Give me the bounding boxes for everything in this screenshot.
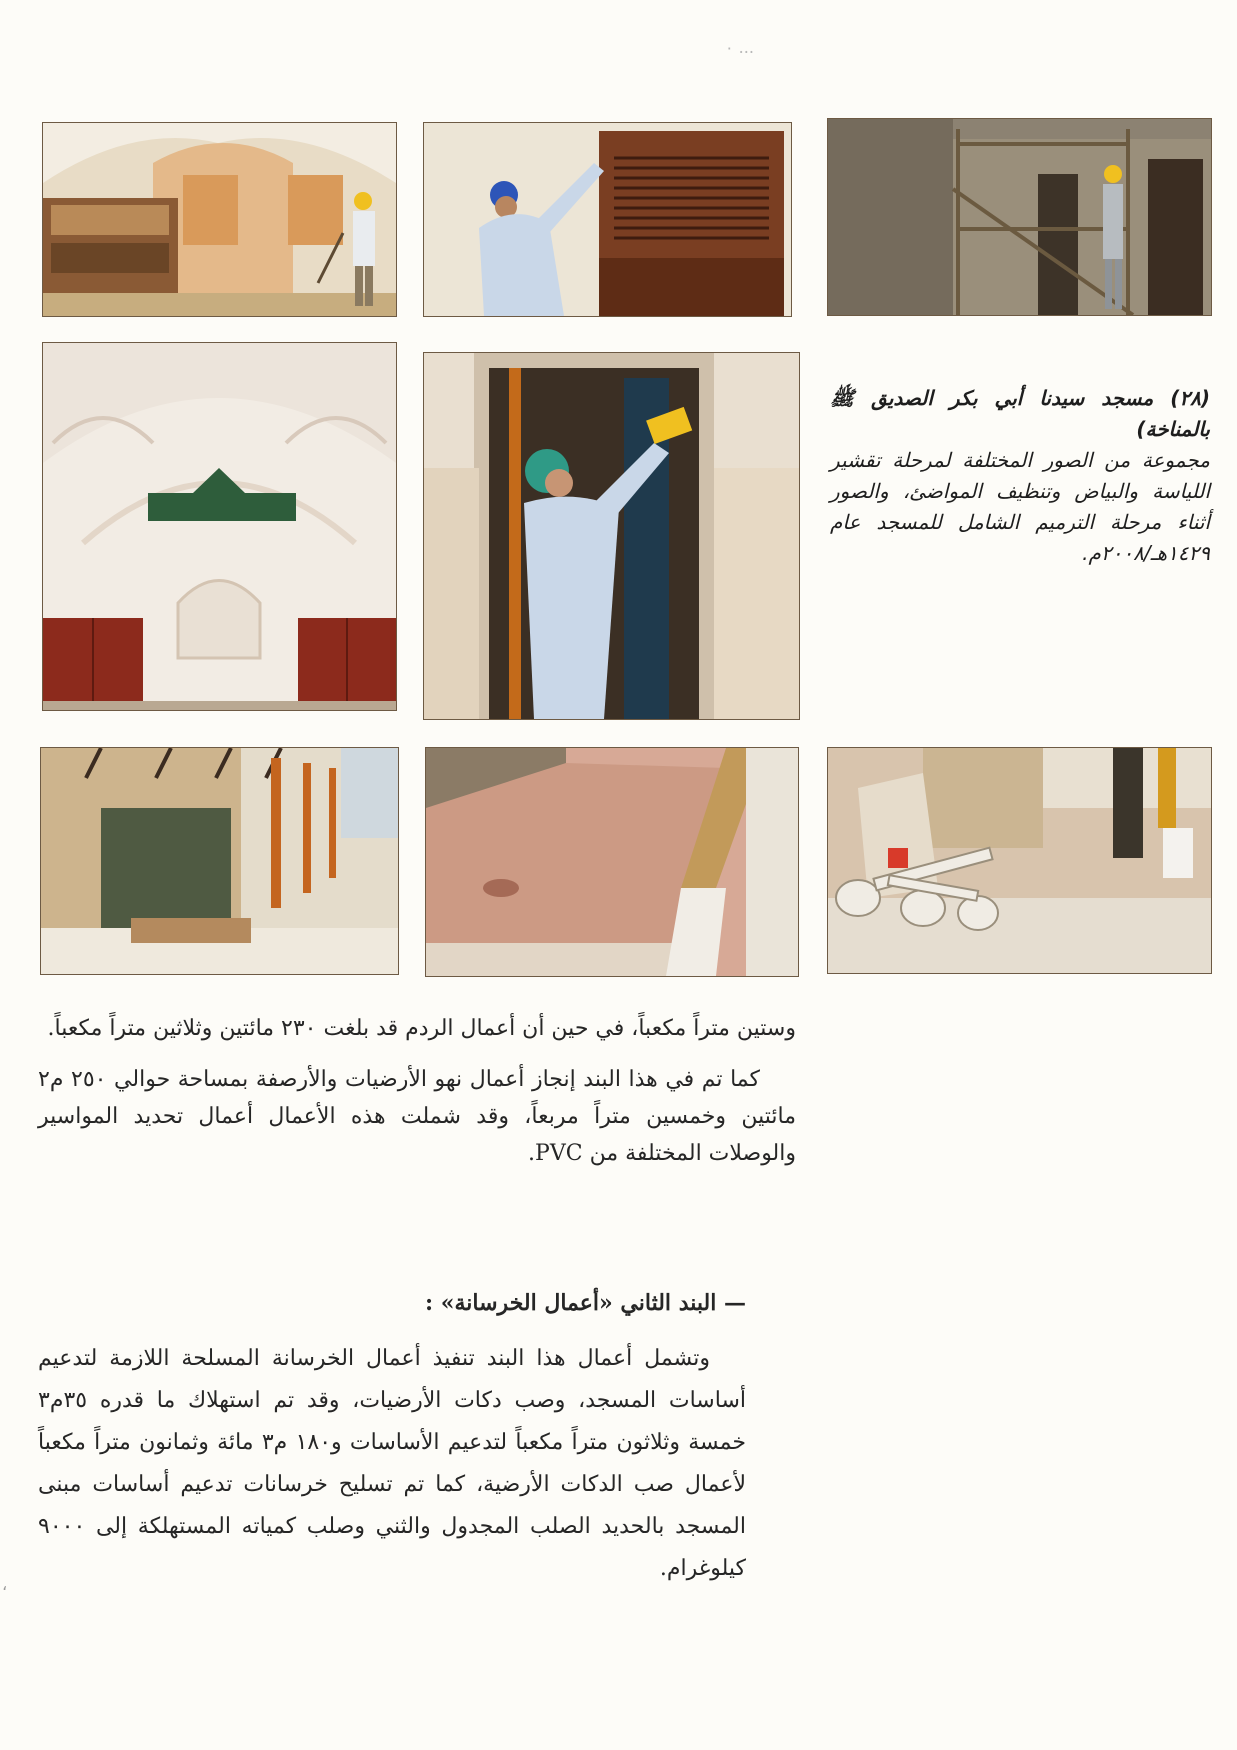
- paragraph-continuation: وستين متراً مكعباً، في حين أن أعمال الردم قد بلغت ٢٣٠ مائتين وثلاثين متراً مكعباً.: [47, 1016, 796, 1041]
- article-body: [38, 1010, 796, 1188]
- paragraph-concrete: وتشمل أعمال هذا البند تنفيذ أعمال الخرسانة المسلحة اللازمة لتدعيم أساسات المسجد، وصب دكات الأرضيات، وقد تم استهلاك ما قدره ٣٥م٣ خمسة وثلاثون متراً مكعباً لتدعيم الأساسات و١٨٠ م٣ مائة وثمانون متراً مكعباً لأعمال صب الدكات الأرضية، كما تم تسليح خرسانات تدعيم أساسات مبنى المسجد بالحديد الصلب المجدول والثني وصلب كمياته المستهلكة إلى ٩٠٠٠ كيلوغرام.: [38, 1346, 746, 1581]
- photo-worker-doorway: [423, 352, 800, 720]
- exterior-photo-icon: [426, 748, 798, 976]
- construction-photo-icon: [424, 123, 791, 316]
- photo-worker-door-grille: [423, 122, 792, 317]
- exterior-photo-icon: [41, 748, 398, 974]
- photo-worker-scaffolding: [827, 118, 1212, 316]
- construction-photo-icon: [828, 748, 1211, 973]
- interior-photo-icon: [43, 343, 396, 710]
- construction-photo-icon: [43, 123, 396, 316]
- page-top-mark: ٠ ...: [725, 38, 754, 57]
- photo-courtyard-floor: [425, 747, 799, 977]
- photo-colonnade-exterior: [40, 747, 399, 975]
- caption-text: مجموعة من الصور المختلفة لمرحلة تقشير اللياسة والبياض وتنظيف المواضئ، والصور أثناء مرحلة الترميم الشامل للمسجد عام ١٤٢٩هـ/٢٠٠٨م.: [830, 448, 1210, 565]
- section-heading-concrete: — البند الثاني «أعمال الخرسانة» :: [424, 1290, 746, 1316]
- photo-workers-scraping-room: [42, 122, 397, 317]
- article-body-section: [38, 1285, 746, 1590]
- paragraph-floors: كما تم في هذا البند إنجاز أعمال نهو الأرضيات والأرصفة بمساحة حوالي ٢٥٠ م٢ مائتين وخمسين متراً مربعاً، وقد شملت هذه الأعمال أعمال تحديد المواسير والوصلات المختلفة من PVC.: [38, 1067, 796, 1166]
- caption-title: (٢٨) مسجد سيدنا أبي بكر الصديق ﷺ بالمناخة): [830, 386, 1210, 441]
- photo-ablution-area-pipes: [827, 747, 1212, 974]
- construction-photo-icon: [424, 353, 799, 719]
- photo-mosque-interior-dome: [42, 342, 397, 711]
- construction-photo-icon: [828, 119, 1211, 315]
- page-edge-mark: ،: [2, 1575, 8, 1594]
- photo-caption: [830, 383, 1210, 569]
